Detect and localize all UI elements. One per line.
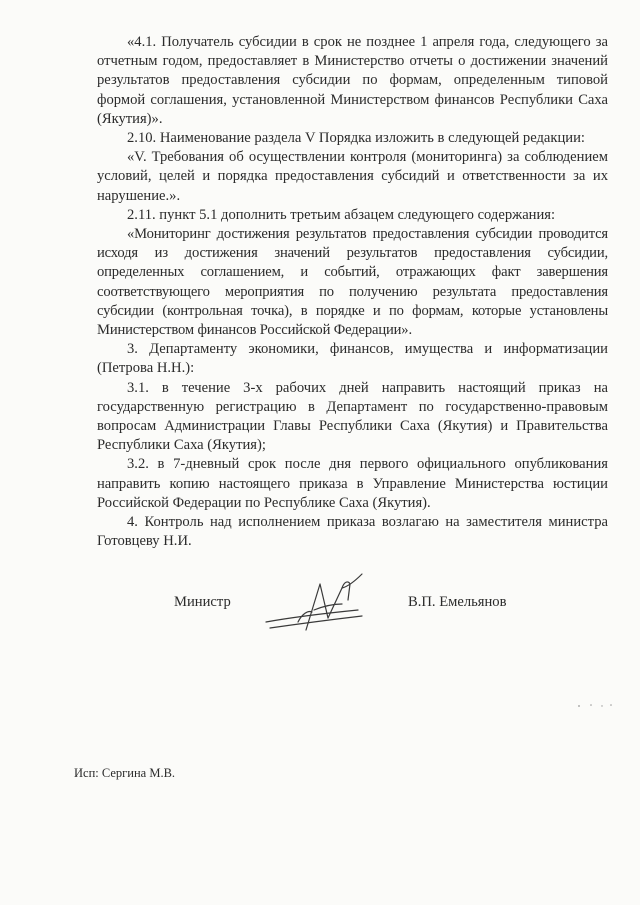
paragraph-3: 3. Департаменту экономики, финансов, имущества и информатизации (Петрова Н.Н.):: [97, 341, 608, 377]
paragraph-monitoring: «Мониторинг достижения результатов предоставления субсидии проводится исходя из достижения значений результатов предоставления субсидии, определенных соглашением, и событий, отражающих факт завершения соответствующего мероприятия по получению результата предоставления субсидии (контрольная точка), в порядке и по формам, которые установлены Министерством финансов Российской Федерации».: [97, 226, 608, 339]
document-body: [97, 33, 608, 551]
paragraph-4-1: «4.1. Получатель субсидии в срок не позднее 1 апреля года, следующего за отчетным годом, предоставляет в Министерство отчеты о достижении значений результатов предоставления субсидии по формам, определенным типовой формой соглашения, установленной Министерством финансов Республики Саха (Якутия)».: [97, 34, 608, 127]
signatory-name: В.П. Емельянов: [408, 594, 507, 610]
paragraph-2-10: 2.10. Наименование раздела V Порядка изложить в следующей редакции:: [127, 130, 585, 147]
paragraph-section-v-title: «V. Требования об осуществлении контроля (мониторинга) за соблюдением условий, целей и порядка предоставления субсидий и ответственности за их нарушение.».: [97, 149, 608, 204]
paragraph-2-11: 2.11. пункт 5.1 дополнить третьим абзацем следующего содержания:: [127, 206, 556, 223]
paragraph-3-2: 3.2. в 7-дневный срок после дня первого официального опубликования направить копию настоящего приказа в Управление Министерства юстиции Российской Федерации по Республике Саха (Якутия).: [97, 456, 608, 511]
paragraph-3-1: 3.1. в течение 3-х рабочих дней направить настоящий приказ на государственную регистрацию в Департамент по государственно-правовым вопросам Администрации Главы Республики Саха (Якутия) и Правительства Республики Саха (Якутия);: [97, 379, 608, 454]
handwritten-signature: [258, 570, 388, 640]
scan-specks: [575, 700, 615, 710]
executor-note: Исп: Сергина М.В.: [74, 766, 176, 780]
paragraph-4: 4. Контроль над исполнением приказа возлагаю на заместителя министра Готовцеву Н.И.: [97, 514, 608, 550]
signatory-title: Министр: [174, 594, 231, 610]
